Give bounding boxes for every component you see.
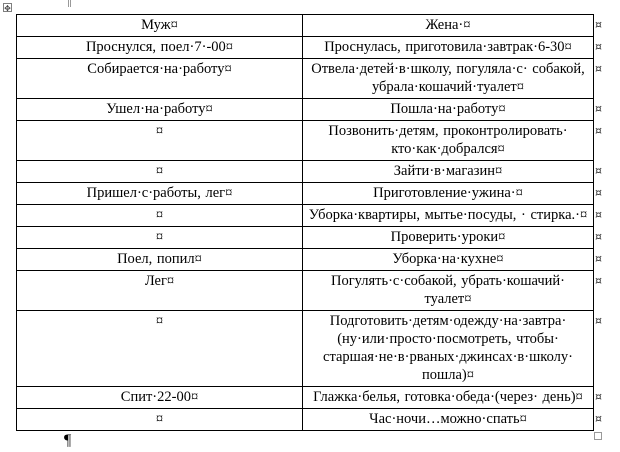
- cell-husband[interactable]: ¤: [17, 227, 303, 249]
- cell-husband[interactable]: Поел, попил¤: [17, 249, 303, 271]
- cell-wife[interactable]: Проверить·уроки¤: [303, 227, 594, 249]
- header-wife[interactable]: Жена·¤: [303, 15, 594, 37]
- row-end-mark: ¤: [595, 123, 602, 137]
- cell-husband[interactable]: ¤: [17, 205, 303, 227]
- table-row: [17, 205, 594, 227]
- cell-husband[interactable]: ¤: [17, 161, 303, 183]
- table-row: [17, 99, 594, 121]
- table-row: [17, 183, 594, 205]
- table-resize-handle[interactable]: [594, 432, 602, 440]
- cell-wife[interactable]: Отвела·детей·в·школу, погуляла·с· собакой, убрала·кошачий·туалет¤: [303, 59, 594, 99]
- table-row: [17, 161, 594, 183]
- row-end-mark: ¤: [595, 17, 602, 31]
- table-row: [17, 121, 594, 161]
- cell-wife[interactable]: Погулять·с·собакой, убрать·кошачий· туалет¤: [303, 271, 594, 311]
- table-row: [17, 311, 594, 387]
- cell-wife[interactable]: Позвонить·детям, проконтролировать· кто·как·добрался¤: [303, 121, 594, 161]
- table-move-handle-icon[interactable]: ✥: [4, 4, 11, 13]
- cell-husband[interactable]: Проснулся, поел·7·-00¤: [17, 37, 303, 59]
- schedule-table: [16, 14, 594, 431]
- paragraph-mark: ¶: [64, 432, 72, 449]
- row-end-mark: ¤: [595, 163, 602, 177]
- cell-husband[interactable]: Ушел·на·работу¤: [17, 99, 303, 121]
- cell-wife[interactable]: Приготовление·ужина·¤: [303, 183, 594, 205]
- cell-husband[interactable]: ¤: [17, 121, 303, 161]
- cell-wife[interactable]: Зайти·в·магазин¤: [303, 161, 594, 183]
- cell-husband[interactable]: ¤: [17, 409, 303, 431]
- cell-wife[interactable]: Уборка·квартиры, мытье·посуды, · стирка.·¤: [303, 205, 594, 227]
- cell-wife[interactable]: Час·ночи…можно·спать¤: [303, 409, 594, 431]
- row-end-mark: ¤: [595, 229, 602, 243]
- row-end-mark: ¤: [595, 313, 602, 327]
- column-marker: [68, 0, 71, 7]
- row-end-mark: ¤: [595, 207, 602, 221]
- cell-husband[interactable]: Собирается·на·работу¤: [17, 59, 303, 99]
- cell-wife[interactable]: Глажка·белья, готовка·обеда·(через· день)¤: [303, 387, 594, 409]
- cell-wife[interactable]: Подготовить·детям·одежду·на·завтра· (ну·или·просто·посмотреть, чтобы· старшая·не·в·рваных·джинсах·в·школу· пошла)¤: [303, 311, 594, 387]
- table-row: [17, 249, 594, 271]
- table-row: [17, 37, 594, 59]
- table-header-row: [17, 15, 594, 37]
- table-row: [17, 409, 594, 431]
- table-row: [17, 59, 594, 99]
- table-row: [17, 271, 594, 311]
- cell-husband[interactable]: Спит·22-00¤: [17, 387, 303, 409]
- cell-husband[interactable]: Пришел·с·работы, лег¤: [17, 183, 303, 205]
- row-end-mark: ¤: [595, 185, 602, 199]
- row-end-mark: ¤: [595, 251, 602, 265]
- header-husband[interactable]: Муж¤: [17, 15, 303, 37]
- row-end-mark: ¤: [595, 389, 602, 403]
- row-end-mark: ¤: [595, 273, 602, 287]
- row-end-mark: ¤: [595, 101, 602, 115]
- cell-wife[interactable]: Проснулась, приготовила·завтрак·6-30¤: [303, 37, 594, 59]
- table-row: [17, 387, 594, 409]
- cell-husband[interactable]: ¤: [17, 311, 303, 387]
- row-end-mark: ¤: [595, 61, 602, 75]
- cell-wife[interactable]: Пошла·на·работу¤: [303, 99, 594, 121]
- cell-wife[interactable]: Уборка·на·кухне¤: [303, 249, 594, 271]
- cell-husband[interactable]: Лег¤: [17, 271, 303, 311]
- row-end-mark: ¤: [595, 39, 602, 53]
- row-end-mark: ¤: [595, 411, 602, 425]
- table-row: [17, 227, 594, 249]
